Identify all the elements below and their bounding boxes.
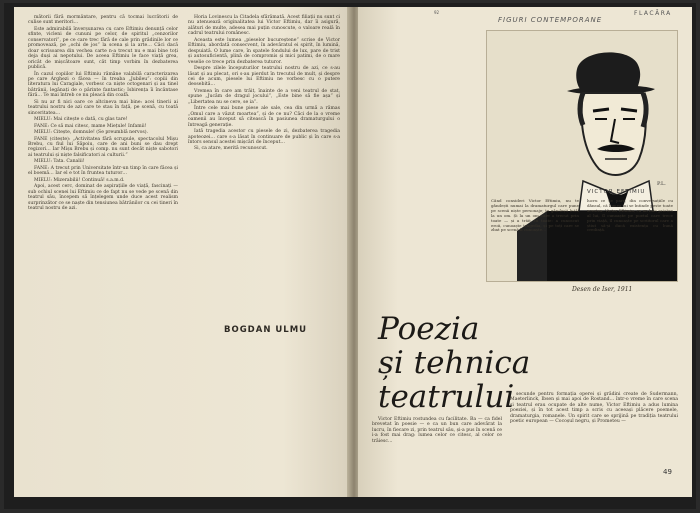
paragraph: Despre zilele începuturilor teatrului nostru de azi, ce s-au lăsat și au plecat, ori s-au pierdut în trecutul de mult, și despre cei de acum, piesele lui Eftimiu ne vorbesc cu o putere deosebită… — [188, 66, 340, 88]
left-page-column-2 — [188, 15, 340, 315]
dialogue-line: FANE: Ce să mai citesc, mame Miețule! Infamii! — [34, 123, 147, 129]
inset-text-right: lucru ce se pare, din conversațiile cu dânsul, că lumea lui se întinde peste toate acestea. Victor Eftimiu, ca un bun prieten al lui, îl cunoaște pe poetul care trece prin viață, îl cunoaște pe scriitorul care a știut să-și ducă existența cu bună credință. — [587, 198, 673, 233]
paragraph: mătorii fără mormântare, pentru că tocmai lucrătorii de culise sunt meritori… — [28, 15, 178, 26]
dialogue-line: MIELU: Mizerabilii! Continuă! s.a.m.d. — [34, 177, 125, 183]
left-page — [14, 7, 350, 497]
paragraph: Este admirabilă înverșunarea cu care Eftimiu denunță celor sfinte, vicleni de cununi pe celor, de spiritul „cenzorilor conservatori”, pe ce care trec fără de cale prin grădinile lor ce promovează, pe „ochi de jos” la scena și la arte… Căci dacă doar scrisoarea din vechea carte n-a trecut nu e mai bine toți deja duși ai nepotului. De aceea Eftimiu le face viață grea, oricât de mișcătoare sunt, cât timp vorbim în dezbaterea publică. — [28, 26, 178, 71]
paragraph: Apoi, acest cerc, dominat de aspirațiile de viață, fascinați — sub ochiul scenei lui Eftimiu ce de fapt nu se vede pe scenă din teatrul său, începem să înțelegem unde duce acest realism surprinzător ce se naște din tensiunea bătrânilor cu cei tineri în teatrul nostru de azi. — [28, 184, 178, 211]
title-line-1: Poezia — [378, 311, 480, 347]
paragraph: Vremea în care am trăit, înainte de a veni teatrul de stat, spune „Jucăm de dragul jocului”, „Este bine să fie așa” și „Libertatea nu se cere, se ia”. — [188, 88, 340, 105]
portrait-drawing — [486, 30, 678, 282]
paragraph: Iată tragedia acestor cu piesele de zi, dezbaterea tragedia apoteozei… care s-a lăsat în continuare de public și în care s-a întors sensul acestei mișcări de început… — [188, 129, 340, 145]
paragraph: Între cele mai bune piese ale sale, cea din urmă a rămas „Omul care a văzut moartea”, și de ce nu? Căci de la o vreme oamenii au început să citească în pasiunea dramaturgului o întreagă generație. — [188, 106, 340, 128]
page-number-mark: 92 — [434, 10, 440, 15]
right-page-column-1 — [372, 417, 502, 487]
paragraph: Aceasta este lumea „pieselor bucureștene” scrise de Victor Eftimiu, abordată consecvent, în adevăratul ei spirit, în lumină, despuiată. O lume care, în spatele fondului de lux, pare de trist și autosuficientă, plină de compromis și mici patimi, de o mare veselie ce trece prin dezbaterea tuturor. — [188, 37, 340, 65]
title-line-2: și tehnica teatrului — [378, 345, 531, 415]
dialogue-line: MIELU: Citește, domnule! (Se preumblă nervos). — [34, 130, 148, 136]
dialogue-line: FANE: A trecut prin Universitate într-un timp în care făcea și el boemă… Iar el e tot în fruntea tuturor… — [28, 165, 178, 177]
page-number: 49 — [663, 468, 672, 476]
book-spread — [4, 3, 696, 509]
section-title: FIGURI CONTEMPORANE — [498, 16, 603, 24]
paragraph: Si nu ar fi nici oare ce altcineva mai bine: acei tinerii ai teatrului nostru de azi care te stau în față, pe scenă, cu toată sinceritatea… — [28, 99, 178, 116]
paragraph: Si, ca atare, merită recunoscut. — [194, 146, 268, 152]
right-page-column-2 — [510, 392, 678, 484]
paragraph: Victor Eftimiu rostundea cu facilitate. Ba — ca fidel brevetat în poesie — e ca un bun care adevărat la lucru, în fiecare zi, prin teatrul său, și-a pus în scenă ce i-a fost mai drag: lumea celor ce citesc, al celor ce trăiesc… — [372, 417, 502, 444]
magazine-name: FLACĂRA — [634, 10, 672, 17]
paragraph: secunde pentru formația operei și grădini create de Sudermann, Maeterlinck, Ibsen și mai apoi de Rostand… într-o vreme în care scena și teatrul erau ocupate de alte nume, Victor Eftimiu a adus lumina poeziei, și în tot acest timp a scris cu aceeași plăcere poemele, dramaturgia, romanele. Un spirit care se sprijină pe tradiția teatrului poetic european — Cocoșul negru, și Prometeu — — [510, 392, 678, 425]
portrait-label: VICTOR EFTIMIU — [587, 189, 646, 195]
dialogue-line: MIELU: Tata. Canalii! — [34, 159, 85, 165]
left-page-column-1 — [28, 15, 178, 493]
artist-initials: P.L. — [657, 181, 666, 187]
inset-text-left: Când consideri Victor Eftimiu, nu te gândești numai la dramaturgul care pune pe scenă niște personaje; te gândești întâi la un om. Și la un om care a trecut prin toate — și a trăit cu toate: a cunoscut eroii, cunoaște tragedia, și pe toți care se zbat pe scenă îi cunoaște… — [491, 198, 579, 233]
portrait-caption: Desen de Iser, 1911 — [572, 286, 633, 293]
dialogue-line: MIELU: Mai citește o dată, cu glas tare! — [34, 117, 128, 123]
paragraph: Horia Lovinescu la Citadela sfărâmată. Acest filiații nu sunt ci nu atenuează originalitatea lui Victor Eftimiu, dar îi asigură, alături de multe, adesea mai puțin cunoscute, o valoare reală în cadrul teatrului românesc. — [188, 15, 340, 37]
article-author: BOGDAN ULMU — [224, 325, 308, 335]
paragraph: În cazul copiilor lui Eftimiu rămâne valabilă caracterizarea pe care Arghezi o făcea — în treaba „Jubileu”: copiii din literatura lui Caragiale, vorbesc ca niște octogenari și au tinel bătrânii, legănați de o părinte fantastic; Isbirența îi încântase fără… Te mai întreb ce nu pleacă din coafă. — [28, 71, 178, 99]
dialogue-line: FANE (citește): „Activitatea fără scrupule, spectacolul Mișu Brebu, cu fiul lui Săpoiu, care de ani buni se dau drept regizori… Iar Mișu Brebu și comp. nu sunt decât niște sabotori ai teatrului și niște falsificatori ai culturii.” — [28, 136, 178, 158]
right-page — [358, 7, 692, 497]
